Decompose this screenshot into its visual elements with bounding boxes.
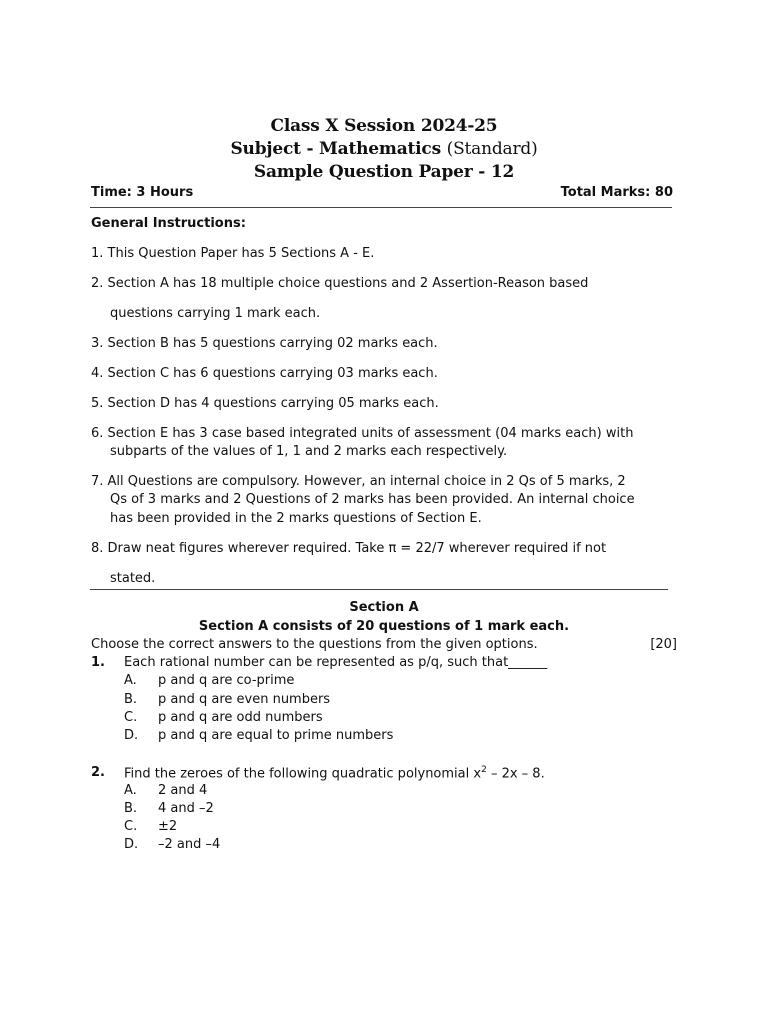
section-a-direction: Choose the correct answers to the questions from the given options. — [91, 637, 538, 652]
instructions-heading: General Instructions: — [91, 216, 246, 231]
instruction-2: 2. Section A has 18 multiple choice questions and 2 Assertion-Reason based — [91, 276, 589, 291]
q1-option-d-text: p and q are equal to prime numbers — [158, 728, 394, 743]
subject-name: Subject - Mathematics — [230, 139, 441, 159]
question-1-number: 1. — [91, 655, 105, 670]
q1-option-a-text: p and q are co-prime — [158, 673, 295, 688]
section-a-subtitle: Section A consists of 20 questions of 1 mark each. — [198, 619, 570, 634]
q1-option-b-letter: B. — [124, 692, 138, 707]
q1-option-a-letter: A. — [124, 673, 137, 688]
q2-option-a-letter: A. — [124, 783, 137, 798]
instruction-4: 4. Section C has 6 questions carrying 03 marks each. — [91, 366, 438, 381]
question-2-text-main: Find the zeroes of the following quadratic polynomial x — [124, 766, 482, 782]
q2-option-a-text: 2 and 4 — [158, 783, 208, 798]
q1-option-c-text: p and q are odd numbers — [158, 710, 323, 725]
q2-option-c-text: ±2 — [158, 819, 178, 834]
section-a-title: Section A — [349, 600, 419, 615]
instruction-8-cont: stated. — [110, 571, 156, 586]
q1-option-b-text: p and q are even numbers — [158, 692, 331, 707]
instruction-7: 7. All Questions are compulsory. However, an internal choice in 2 Qs of 5 marks, 2 — [91, 474, 626, 489]
subject-title — [0, 139, 768, 159]
instruction-7-cont-1: Qs of 3 marks and 2 Questions of 2 marks has been provided. An internal choice — [110, 492, 635, 507]
time-label: Time: 3 Hours — [91, 185, 194, 200]
q2-option-d-letter: D. — [124, 837, 139, 852]
instruction-1: 1. This Question Paper has 5 Sections A - E. — [91, 246, 375, 261]
total-marks-label: Total Marks: 80 — [560, 185, 673, 200]
instruction-2-cont: questions carrying 1 mark each. — [110, 306, 321, 321]
q2-option-b-text: 4 and –2 — [158, 801, 214, 816]
q2-option-b-letter: B. — [124, 801, 138, 816]
instruction-5: 5. Section D has 4 questions carrying 05 marks each. — [91, 396, 439, 411]
paper-title: Sample Question Paper - 12 — [253, 162, 515, 182]
section-a-marks: [20] — [650, 637, 677, 652]
q2-option-c-letter: C. — [124, 819, 138, 834]
q1-option-c-letter: C. — [124, 710, 138, 725]
instruction-6: 6. Section E has 3 case based integrated units of assessment (04 marks each) with — [91, 426, 634, 441]
instruction-8: 8. Draw neat figures wherever required. Take π = 22/7 wherever required if not — [91, 541, 607, 556]
q1-option-d-letter: D. — [124, 728, 139, 743]
instruction-3: 3. Section B has 5 questions carrying 02 marks each. — [91, 336, 438, 351]
question-2-text-end: – 2x – 8. — [486, 766, 545, 782]
question-2-exponent: 2 — [481, 765, 487, 775]
question-1-text: Each rational number can be represented as p/q, such that______ — [124, 655, 548, 670]
class-session-title: Class X Session 2024-25 — [270, 116, 498, 136]
instructions-divider — [90, 589, 668, 590]
subject-variant: (Standard) — [446, 139, 538, 159]
q2-option-d-text: –2 and –4 — [158, 837, 221, 852]
instruction-6-cont: subparts of the values of 1, 1 and 2 marks each respectively. — [110, 444, 508, 459]
instruction-7-cont-2: has been provided in the 2 marks questions of Section E. — [110, 511, 482, 526]
question-2-text — [124, 765, 545, 781]
question-2-number: 2. — [91, 765, 105, 780]
header-divider — [90, 207, 672, 208]
